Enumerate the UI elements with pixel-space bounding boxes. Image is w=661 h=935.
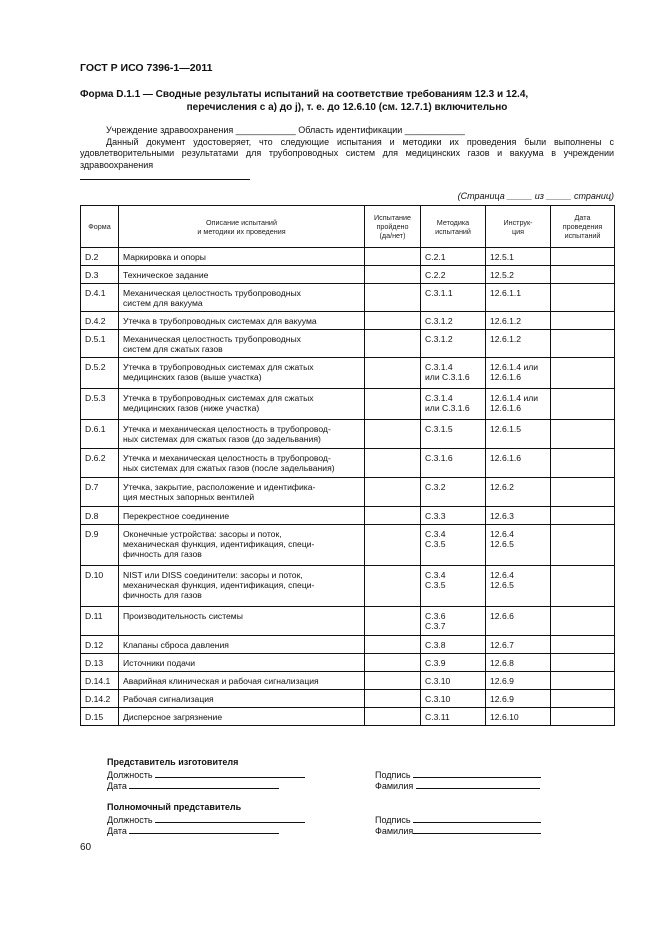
cell-form: D.13 bbox=[81, 654, 119, 672]
col-header-date: Дата проведения испытаний bbox=[551, 206, 615, 248]
authorized-date bbox=[107, 824, 279, 837]
cell-instr: 12.6.1.2 bbox=[486, 312, 551, 330]
cell-date bbox=[551, 690, 615, 708]
table-row bbox=[81, 312, 615, 330]
cell-date bbox=[551, 420, 615, 449]
cell-form: D.7 bbox=[81, 478, 119, 507]
table-row bbox=[81, 330, 615, 358]
page-count-field: (Страница _____ из _____ страниц) bbox=[457, 191, 614, 201]
cell-form: D.4.2 bbox=[81, 312, 119, 330]
cell-method: C.3.1.1 bbox=[421, 284, 486, 312]
cell-instr: 12.6.4 12.6.5 bbox=[486, 566, 551, 607]
cell-form: D.5.3 bbox=[81, 389, 119, 420]
cell-form: D.2 bbox=[81, 248, 119, 266]
cell-desc: Рабочая сигнализация bbox=[119, 690, 365, 708]
cell-date bbox=[551, 478, 615, 507]
cell-passed bbox=[365, 690, 421, 708]
table-row bbox=[81, 284, 615, 312]
authorized-surname bbox=[375, 824, 541, 837]
document-header: ГОСТ Р ИСО 7396-1—2011 bbox=[80, 62, 213, 74]
table-row bbox=[81, 389, 615, 420]
cell-form: D.15 bbox=[81, 708, 119, 726]
cell-form: D.11 bbox=[81, 607, 119, 636]
cell-form: D.9 bbox=[81, 525, 119, 566]
table-row bbox=[81, 708, 615, 726]
cell-method: C.2.1 bbox=[421, 248, 486, 266]
cell-instr: 12.6.8 bbox=[486, 654, 551, 672]
cell-passed bbox=[365, 566, 421, 607]
col-header-instruction: Инструк- ция bbox=[486, 206, 551, 248]
col-header-description: Описание испытаний и методики их проведения bbox=[119, 206, 365, 248]
position-label: Должность bbox=[107, 815, 153, 825]
cell-form: D.12 bbox=[81, 636, 119, 654]
cell-desc: Производительность системы bbox=[119, 607, 365, 636]
cell-date bbox=[551, 654, 615, 672]
cell-date bbox=[551, 284, 615, 312]
cell-passed bbox=[365, 330, 421, 358]
table-row bbox=[81, 420, 615, 449]
cell-desc: Утечка, закрытие, расположение и идентифика- ция местных запорных вентилей bbox=[119, 478, 365, 507]
cell-form: D.8 bbox=[81, 507, 119, 525]
cell-desc: Утечка и механическая целостность в трубопровод- ных системах для сжатых газов (после задельвания) bbox=[119, 449, 365, 478]
form-title-line2: перечисления с а) до j), т. е. до 12.6.10 (см. 12.7.1) включительно bbox=[186, 102, 508, 113]
cell-passed bbox=[365, 525, 421, 566]
cell-passed bbox=[365, 607, 421, 636]
cell-desc: Механическая целостность трубопроводных систем для сжатых газов bbox=[119, 330, 365, 358]
cell-date bbox=[551, 708, 615, 726]
manufacturer-title: Представитель изготовителя bbox=[107, 757, 239, 767]
cell-date bbox=[551, 507, 615, 525]
cell-passed bbox=[365, 507, 421, 525]
cell-method: C.3.1.5 bbox=[421, 420, 486, 449]
cell-instr: 12.6.9 bbox=[486, 672, 551, 690]
date-label: Дата bbox=[107, 781, 127, 791]
table-row bbox=[81, 507, 615, 525]
col-header-form: Форма bbox=[81, 206, 119, 248]
cell-desc: Техническое задание bbox=[119, 266, 365, 284]
cell-method: C.3.1.4 или C.3.1.6 bbox=[421, 389, 486, 420]
cell-instr: 12.6.9 bbox=[486, 690, 551, 708]
cell-instr: 12.6.1.6 bbox=[486, 449, 551, 478]
cell-method: C.3.10 bbox=[421, 690, 486, 708]
table-row bbox=[81, 358, 615, 389]
table-row bbox=[81, 672, 615, 690]
surname-label: Фамилия bbox=[375, 826, 414, 836]
cell-date bbox=[551, 330, 615, 358]
table-row bbox=[81, 566, 615, 607]
cell-passed bbox=[365, 708, 421, 726]
cell-instr: 12.6.4 12.6.5 bbox=[486, 525, 551, 566]
cell-passed bbox=[365, 248, 421, 266]
table-row bbox=[81, 607, 615, 636]
cell-instr: 12.6.7 bbox=[486, 636, 551, 654]
cell-passed bbox=[365, 636, 421, 654]
cell-desc: NIST или DISS соединители: засоры и поток, механическая функция, идентификация, специ- фичность для газов bbox=[119, 566, 365, 607]
cell-method: C.3.8 bbox=[421, 636, 486, 654]
cell-instr: 12.6.1.1 bbox=[486, 284, 551, 312]
cell-desc: Утечка и механическая целостность в трубопровод- ных системах для сжатых газов (до задельвания) bbox=[119, 420, 365, 449]
cell-form: D.6.1 bbox=[81, 420, 119, 449]
signature-field[interactable] bbox=[413, 813, 541, 823]
cell-date bbox=[551, 266, 615, 284]
manufacturer-surname bbox=[375, 779, 540, 792]
cell-desc: Маркировка и опоры bbox=[119, 248, 365, 266]
cell-passed bbox=[365, 266, 421, 284]
table-row bbox=[81, 478, 615, 507]
signature-line bbox=[80, 179, 250, 180]
cell-passed bbox=[365, 654, 421, 672]
cell-passed bbox=[365, 389, 421, 420]
cell-method: C.3.2 bbox=[421, 478, 486, 507]
cell-method: C.3.4 C.3.5 bbox=[421, 525, 486, 566]
cell-method: C.3.3 bbox=[421, 507, 486, 525]
cell-date bbox=[551, 607, 615, 636]
cell-instr: 12.5.2 bbox=[486, 266, 551, 284]
cell-instr: 12.6.1.4 или 12.6.1.6 bbox=[486, 389, 551, 420]
cell-passed bbox=[365, 312, 421, 330]
position-label: Должность bbox=[107, 770, 153, 780]
cell-form: D.6.2 bbox=[81, 449, 119, 478]
cell-form: D.4.1 bbox=[81, 284, 119, 312]
surname-field[interactable] bbox=[416, 779, 540, 789]
cell-method: C.3.1.6 bbox=[421, 449, 486, 478]
cell-desc: Перекрестное соединение bbox=[119, 507, 365, 525]
cell-date bbox=[551, 525, 615, 566]
cell-form: D.5.1 bbox=[81, 330, 119, 358]
table-row bbox=[81, 266, 615, 284]
date-field[interactable] bbox=[129, 779, 279, 789]
cell-desc: Утечка в трубопроводных системах для сжатых медицинских газов (выше участка) bbox=[119, 358, 365, 389]
cell-instr: 12.5.1 bbox=[486, 248, 551, 266]
cell-desc: Клапаны сброса давления bbox=[119, 636, 365, 654]
table-row bbox=[81, 690, 615, 708]
cell-desc: Утечка в трубопроводных системах для сжатых медицинских газов (ниже участка) bbox=[119, 389, 365, 420]
cell-instr: 12.6.10 bbox=[486, 708, 551, 726]
cell-date bbox=[551, 566, 615, 607]
page-number: 60 bbox=[80, 842, 92, 853]
cell-instr: 12.6.1.5 bbox=[486, 420, 551, 449]
position-field[interactable] bbox=[155, 768, 305, 778]
cell-date bbox=[551, 636, 615, 654]
cell-passed bbox=[365, 449, 421, 478]
cell-passed bbox=[365, 478, 421, 507]
surname-field[interactable] bbox=[413, 824, 541, 834]
cell-passed bbox=[365, 672, 421, 690]
cell-instr: 12.6.1.4 или 12.6.1.6 bbox=[486, 358, 551, 389]
date-field[interactable] bbox=[129, 824, 279, 834]
position-field[interactable] bbox=[155, 813, 305, 823]
table-row bbox=[81, 449, 615, 478]
cell-method: C.3.11 bbox=[421, 708, 486, 726]
form-title-line1: Форма D.1.1 — Сводные результаты испытаний на соответствие требованиям 12.3 и 12.4, bbox=[80, 89, 529, 100]
cell-desc: Дисперсное загрязнение bbox=[119, 708, 365, 726]
cell-date bbox=[551, 389, 615, 420]
cell-instr: 12.6.3 bbox=[486, 507, 551, 525]
cell-form: D.10 bbox=[81, 566, 119, 607]
table-row bbox=[81, 248, 615, 266]
signature-label: Подпись bbox=[375, 770, 411, 780]
cell-form: D.14.1 bbox=[81, 672, 119, 690]
manufacturer-date bbox=[107, 779, 279, 792]
cell-desc: Аварийная клиническая и рабочая сигнализация bbox=[119, 672, 365, 690]
signature-field[interactable] bbox=[413, 768, 541, 778]
cell-method: C.3.1.2 bbox=[421, 330, 486, 358]
cell-method: C.3.10 bbox=[421, 672, 486, 690]
table-row bbox=[81, 654, 615, 672]
date-label: Дата bbox=[107, 826, 127, 836]
results-table bbox=[80, 205, 615, 726]
authorized-title: Полномочный представитель bbox=[107, 802, 242, 812]
cell-date bbox=[551, 358, 615, 389]
cell-date bbox=[551, 449, 615, 478]
cell-date bbox=[551, 248, 615, 266]
cell-method: C.3.1.2 bbox=[421, 312, 486, 330]
form-title bbox=[80, 88, 614, 114]
surname-label: Фамилия bbox=[375, 781, 414, 791]
cell-date bbox=[551, 312, 615, 330]
cell-desc: Утечка в трубопроводных системах для вакуума bbox=[119, 312, 365, 330]
cell-desc: Механическая целостность трубопроводных систем для вакуума bbox=[119, 284, 365, 312]
table-row bbox=[81, 525, 615, 566]
table-row bbox=[81, 636, 615, 654]
cell-form: D.3 bbox=[81, 266, 119, 284]
col-header-method: Методика испытаний bbox=[421, 206, 486, 248]
cell-instr: 12.6.1.2 bbox=[486, 330, 551, 358]
table-header-row bbox=[81, 206, 615, 248]
signature-label: Подпись bbox=[375, 815, 411, 825]
intro-block bbox=[80, 125, 614, 171]
cell-form: D.14.2 bbox=[81, 690, 119, 708]
cell-passed bbox=[365, 420, 421, 449]
intro-paragraph: Данный документ удостоверяет, что следующие испытания и методики их проведения были выполнены с удовлетворительными результатами для трубопроводных систем для медицинских газов и вакуума в учреждении здравоохранения bbox=[80, 136, 614, 170]
cell-desc: Оконечные устройства: засоры и поток, механическая функция, идентификация, специ- фичность для газов bbox=[119, 525, 365, 566]
col-header-passed: Испытание пройдено (да/нет) bbox=[365, 206, 421, 248]
cell-method: C.3.1.4 или C.3.1.6 bbox=[421, 358, 486, 389]
cell-method: C.3.6 C.3.7 bbox=[421, 607, 486, 636]
intro-line1: Учреждение здравоохранения ____________ Область идентификации ____________ bbox=[106, 125, 465, 135]
cell-instr: 12.6.6 bbox=[486, 607, 551, 636]
cell-instr: 12.6.2 bbox=[486, 478, 551, 507]
cell-desc: Источники подачи bbox=[119, 654, 365, 672]
cell-passed bbox=[365, 284, 421, 312]
cell-date bbox=[551, 672, 615, 690]
cell-form: D.5.2 bbox=[81, 358, 119, 389]
cell-method: C.3.4 C.3.5 bbox=[421, 566, 486, 607]
cell-method: C.3.9 bbox=[421, 654, 486, 672]
cell-passed bbox=[365, 358, 421, 389]
cell-method: C.2.2 bbox=[421, 266, 486, 284]
